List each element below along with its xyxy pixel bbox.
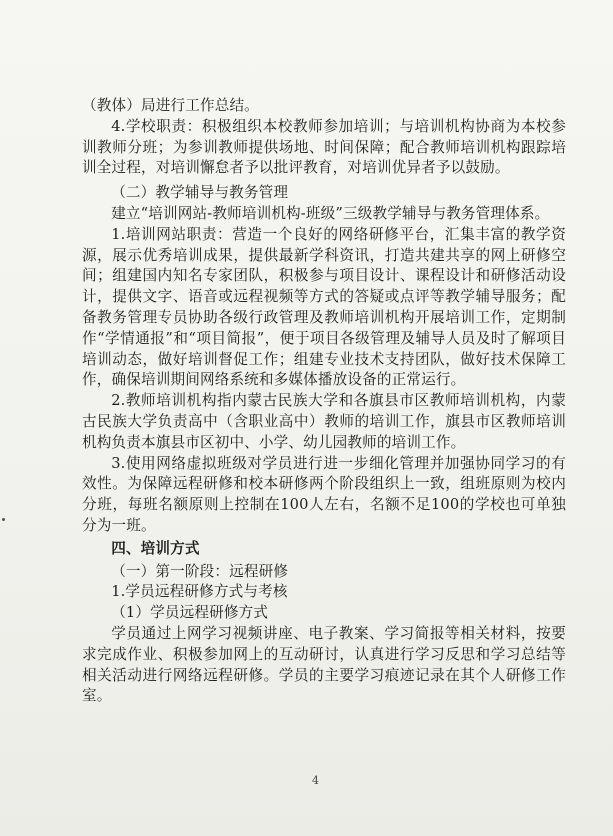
document-body bbox=[82, 96, 566, 707]
heading-teaching-guidance: （二）教学辅导与教务管理 bbox=[111, 184, 289, 202]
paragraph-school-duties: 4.学校职责：积极组织本校教师参加培训；与培训机构协商为本校参训教师分班；为参训教师提供场地、时间保障；配合教师培训机构跟踪培训全过程，对培训懈怠者予以批评教育，对培训优异者予以鼓励。 bbox=[82, 117, 566, 177]
paragraph-three-level-system: 建立“培训网站-教师培训机构-班级”三级教学辅导与教务管理体系。 bbox=[111, 204, 550, 222]
paragraph-website-duties: 1.培训网站职责：营造一个良好的网络研修平台，汇集丰富的教学资源，展示优秀培训成果，提供最新学科资讯，打造共建共享的网上研修空间；组建国内知名专家团队，积极参与项目设计、课程设计和研修活动设计，提供文字、语音或远程视频等方式的答疑或点评等教学辅导服务；配备教务管理专员协助各级行政管理及教师培训机构开展培训工作，定期制作“学情通报”和“项目简报”，便于项目各级管理及辅导人员及时了解项目培训动态，做好培训督促工作；组建专业技术支持团队，做好技术保障工作，确保培训期间网络系统和多媒体播放设备的正常运行。 bbox=[82, 225, 566, 389]
paragraph-virtual-classes: 3.使用网络虚拟班级对学员进行进一步细化管理并加强协同学习的有效性。为保障远程研修和校本研修两个阶段组织上一致，组班原则为校内分班，每班名额原则上控制在100人左右，名额不足100的学校也可单独分为一班。 bbox=[82, 454, 566, 534]
heading-remote-study-method: （1）学员远程研修方式 bbox=[111, 604, 269, 622]
paragraph-remote-study-detail: 学员通过上网学习视频讲座、电子教案、学习简报等相关材料，按要求完成作业、积极参加网上的互动研讨，认真进行学习反思和学习总结等相关活动进行网络远程研修。学员的主要学习痕迹记录在其个人研修工作室。 bbox=[82, 624, 566, 705]
paragraph-training-institutions: 2.教师培训机构指内蒙古民族大学和各旗县市区教师培训机构，内蒙古民族大学负责高中（含职业高中）教师的培训工作，旗县市区教师培训机构负责本旗县市区初中、小学、幼儿园教师的培训工作。 bbox=[82, 392, 566, 451]
heading-training-methods: 四、培训方式 bbox=[111, 539, 200, 557]
scan-speck bbox=[2, 518, 5, 521]
page-number: 4 bbox=[312, 774, 319, 787]
paragraph-1: （教体）局进行工作总结。 bbox=[82, 97, 259, 114]
heading-phase-one: （一）第一阶段：远程研修 bbox=[111, 562, 289, 580]
heading-remote-study-assessment: 1.学员远程研修方式与考核 bbox=[111, 583, 288, 601]
